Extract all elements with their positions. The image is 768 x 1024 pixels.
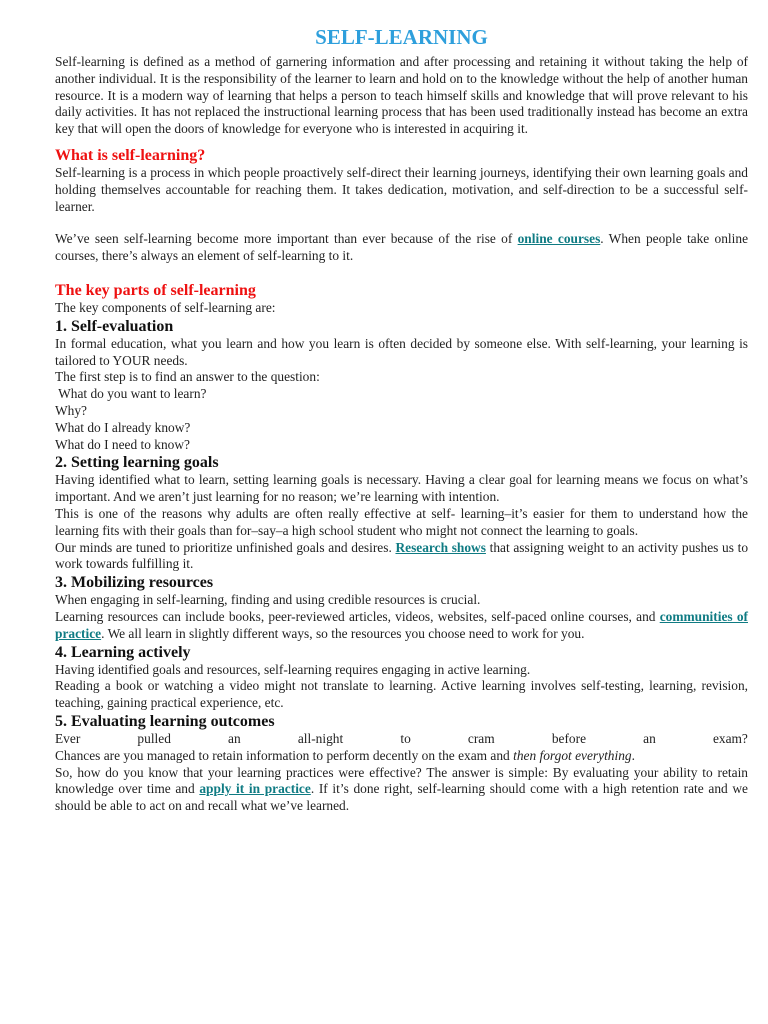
s5-paragraph-3: So, how do you know that your learning practices were effective? The answer is simple: By evaluating your ability to retain knowledge over time and apply it in practice. If it’s done right, self-learning should come with a high retention rate and we should be able to act on and recall what we’ve learned. <box>55 764 748 814</box>
heading-mobilizing-resources: 3. Mobilizing resources <box>55 574 214 592</box>
heading-what-is: What is self-learning? <box>55 146 206 164</box>
link-communities-of-practice[interactable]: communities of practice <box>55 608 748 641</box>
s3-paragraph-1: When engaging in self-learning, finding and using credible resources is crucial. <box>55 592 481 608</box>
heading-learning-actively: 4. Learning actively <box>55 643 191 661</box>
what-paragraph-2: We’ve seen self-learning become more important than ever because of the rise of online courses. When people take online courses, there’s always an element of self-learning to it. <box>55 231 749 264</box>
s4-paragraph-1: Having identified goals and resources, self-learning requires engaging in active learning. <box>55 661 531 677</box>
s1-paragraph-2: The first step is to find an answer to the question: <box>55 369 320 385</box>
s2-paragraph-1: Having identified what to learn, setting learning goals is necessary. Having a clear goal for learning means we focus on what’s important. And we aren’t just learning for no reason; we’re learning with intention. <box>55 472 748 505</box>
s2-paragraph-2: This is one of the reasons why adults are often really effective at self- learning–it’s easier for them to understand how the learning fits with their goals than for–say–a high school student who might not connect the learning to goals. <box>55 505 748 538</box>
s1-question-3: What do I already know? <box>55 419 191 435</box>
link-online-courses[interactable]: online courses <box>517 231 601 247</box>
what-paragraph-1: Self-learning is a process in which people proactively self-direct their learning journeys, identifying their own learning goals and holding themselves accountable for reaching them. It takes dedication, motivation, and self-direction to be a successful self-learner. <box>55 164 748 214</box>
s4-paragraph-2: Reading a book or watching a video might not translate to learning. Active learning involves self-testing, learning, revision, teaching, gaining practical experience, etc. <box>55 678 748 711</box>
link-apply-it-in-practice[interactable]: apply it in practice <box>199 781 311 797</box>
page-title: SELF-LEARNING <box>315 25 488 49</box>
heading-setting-goals: 2. Setting learning goals <box>55 454 219 472</box>
s1-question-1: What do you want to learn? <box>55 386 207 402</box>
s2-paragraph-3: Our minds are tuned to prioritize unfinished goals and desires. Research shows that assigning weight to an activity pushes us to work towards fulfilling it. <box>55 539 749 572</box>
s1-paragraph-1: In formal education, what you learn and how you learn is often decided by someone else. With self-learning, your learning is tailored to YOUR needs. <box>55 335 748 368</box>
s1-question-4: What do I need to know? <box>55 436 190 452</box>
heading-key-parts: The key parts of self-learning <box>55 281 256 299</box>
key-parts-intro: The key components of self-learning are: <box>55 299 276 315</box>
s5-line-1: Ever pulled an all-night to cram before an exam? <box>55 730 748 746</box>
s1-question-2: Why? <box>55 402 87 418</box>
heading-evaluating-outcomes: 5. Evaluating learning outcomes <box>55 712 275 730</box>
s5-paragraph-2: Chances are you managed to retain information to perform decently on the exam and then forgot everything. <box>55 747 635 763</box>
link-research-shows[interactable]: Research shows <box>395 539 486 555</box>
heading-self-evaluation: 1. Self-evaluation <box>55 317 174 335</box>
intro-paragraph: Self-learning is defined as a method of garnering information and after processing and retaining it without taking the help of another individual. It is the responsibility of the learner to learn and hold on to the knowledge without the help of another human resource. It is a modern way of learning that helps a person to teach himself skills and knowledge that will prove relevant to his daily activities. It has not replaced the instructional learning process that has been used traditionally instead has become an extra key that will open the doors of knowledge for everyone who is interested in acquiring it. <box>55 54 748 137</box>
s3-paragraph-2: Learning resources can include books, peer-reviewed articles, videos, websites, self-paced online courses, and communities of practice. We all learn in slightly different ways, so the resources you choose need to work for you. <box>55 608 748 641</box>
document-body <box>55 24 748 815</box>
